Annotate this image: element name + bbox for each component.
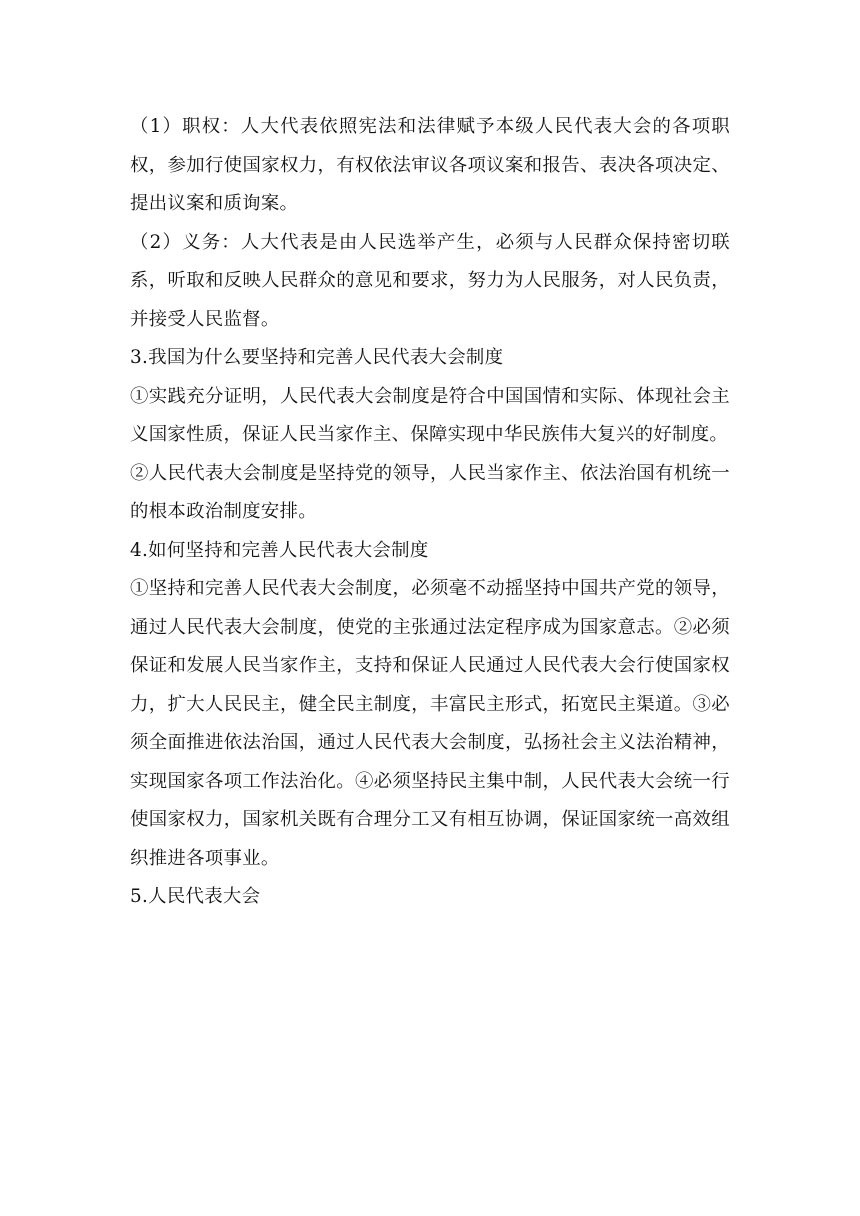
document-page bbox=[130, 108, 730, 917]
paragraph-duty-power: （1）职权：人大代表依照宪法和法律赋予本级人民代表大会的各项职权，参加行使国家权力，有权依法审议各项议案和报告、表决各项决定、提出议案和质询案。 bbox=[130, 116, 730, 214]
paragraph-why-point-1: ①实践充分证明，人民代表大会制度是符合中国国情和实际、体现社会主义国家性质，保证人民当家作主、保障实现中华民族伟大复兴的好制度。 bbox=[130, 385, 730, 445]
paragraph-how-points: ①坚持和完善人民代表大会制度，必须毫不动摇坚持中国共产党的领导，通过人民代表大会制度，使党的主张通过法定程序成为国家意志。②必须保证和发展人民当家作主，支持和保证人民通过人民代表大会行使国家权力，扩大人民民主，健全民主制度，丰富民主形式，拓宽民主渠道。③必须全面推进依法治国，通过人民代表大会制度，弘扬社会主义法治精神，实现国家各项工作法治化。④必须坚持民主集中制，人民代表大会统一行使国家权力，国家机关既有合理分工又有相互协调，保证国家统一高效组织推进各项事业。 bbox=[130, 578, 730, 869]
paragraph-why-point-2: ②人民代表大会制度是坚持党的领导，人民当家作主、依法治国有机统一的根本政治制度安排。 bbox=[130, 462, 730, 522]
heading-npc: 5.人民代表大会 bbox=[130, 886, 261, 907]
heading-how-uphold: 4.如何坚持和完善人民代表大会制度 bbox=[130, 539, 429, 561]
paragraph-obligation: （2）义务：人大代表是由人民选举产生，必须与人民群众保持密切联系，听取和反映人民群众的意见和要求，努力为人民服务，对人民负责，并接受人民监督。 bbox=[130, 231, 730, 330]
heading-why-uphold: 3.我国为什么要坚持和完善人民代表大会制度 bbox=[130, 347, 504, 368]
